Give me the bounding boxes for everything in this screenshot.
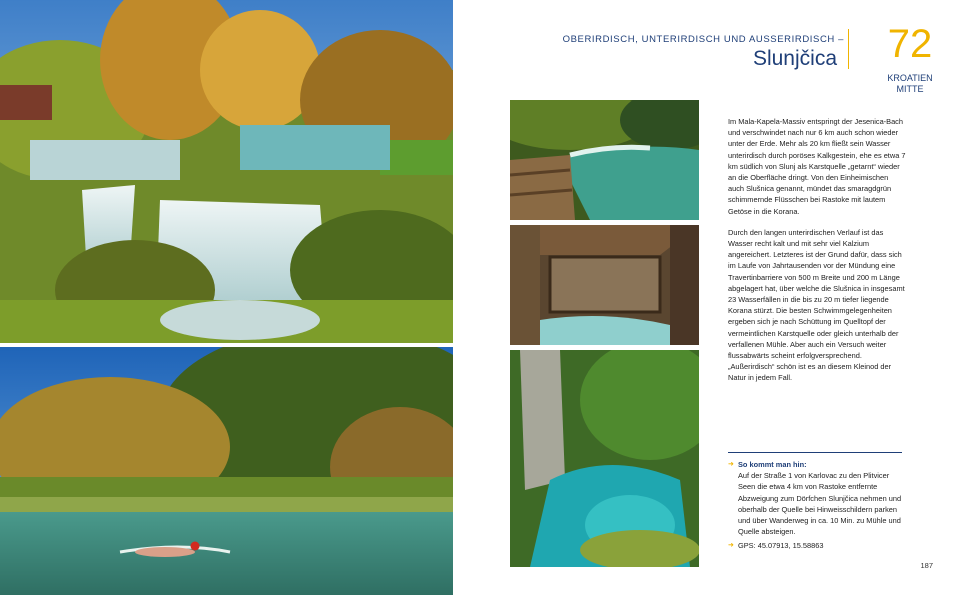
directions-heading: So kommt man hin: (738, 460, 807, 469)
page-number: 187 (920, 561, 933, 570)
paragraph-2: Durch den langen unterirdischen Verlauf ist das Wasser recht kalt und mit sehr viel Kalzium angereichert. Letzteres ist der Grund dafür, dass sich im Laufe von Jahrtausenden vor der Mündung eine Travertinbarriere von 500 m Breite und 200 m Länge abgelagert hat, über welche die Slušnica in insgesamt 23 Wasserfällen in die bis zu 20 m tiefer liegende Korana stürzt. Die besten Schwimmgelegenheiten ergeben sich je nach Schüttung im Quelltopf der vermeintlichen Karstquelle oder gleich unterhalb der verfallenen Mühle. Aber auch ein Versuch weiter flussabwärts scheint erfolgversprechend. „Außerirdisch“ schön ist es an diesem Kleinod der Natur in jedem Fall. (728, 227, 905, 383)
gps-row (728, 540, 906, 551)
paragraph-1: Im Mala-Kapela-Massiv entspringt der Jesenica-Bach und verschwindet nach nur 6 km auch schon wieder unter der Erde. Mehr als 20 km fließt sein Wasser unterirdisch durch poröses Kalkgestein, ehe es etwa 7 km südlich von Slunj als Karstquelle „getarnt“ wieder an die Oberfläche dringt. Von den Einheimischen auch Slušnica genannt, mündet das smaragdgrün schimmernde Flüsschen bei Rastoke mit lautem Getöse in die Korana. (728, 117, 906, 216)
waterfall-photo (0, 0, 453, 343)
swimmer-photo (0, 347, 453, 595)
directions-text: Auf der Straße 1 von Karlovac zu den Plitvicer Seen die etwa 4 km von Rastoke entfernte Abzweigung zum Dörfchen Slunjčica nehmen und oberhalb der Quelle bei Hinweisschildern parken und über Wanderweg in ca. 10 Min. zu Mühle und Quelle absteigen. (738, 471, 902, 537)
page-title: Slunjčica (752, 47, 837, 70)
arrow-right-icon: ➜ (728, 461, 734, 468)
entry-number: 72 (887, 22, 933, 66)
mill-interior-photo (510, 225, 699, 345)
directions-row (728, 459, 906, 537)
gps-coordinates: GPS: 45.07913, 15.58863 (738, 541, 824, 551)
directions-box (728, 459, 906, 552)
region-line-2: MITTE (896, 84, 924, 94)
arrow-right-icon: ➜ (728, 542, 734, 550)
title-divider (848, 29, 849, 69)
river-mill-photo (510, 100, 699, 220)
region-line-1: KROATIEN (887, 73, 933, 83)
info-divider (728, 452, 902, 453)
section-kicker: OBERIRDISCH, UNTERIRDISCH UND AUSSERIRDISCH – (562, 34, 844, 45)
spring-pool-photo (510, 350, 699, 567)
region-label (870, 73, 950, 95)
article-body (728, 116, 906, 394)
